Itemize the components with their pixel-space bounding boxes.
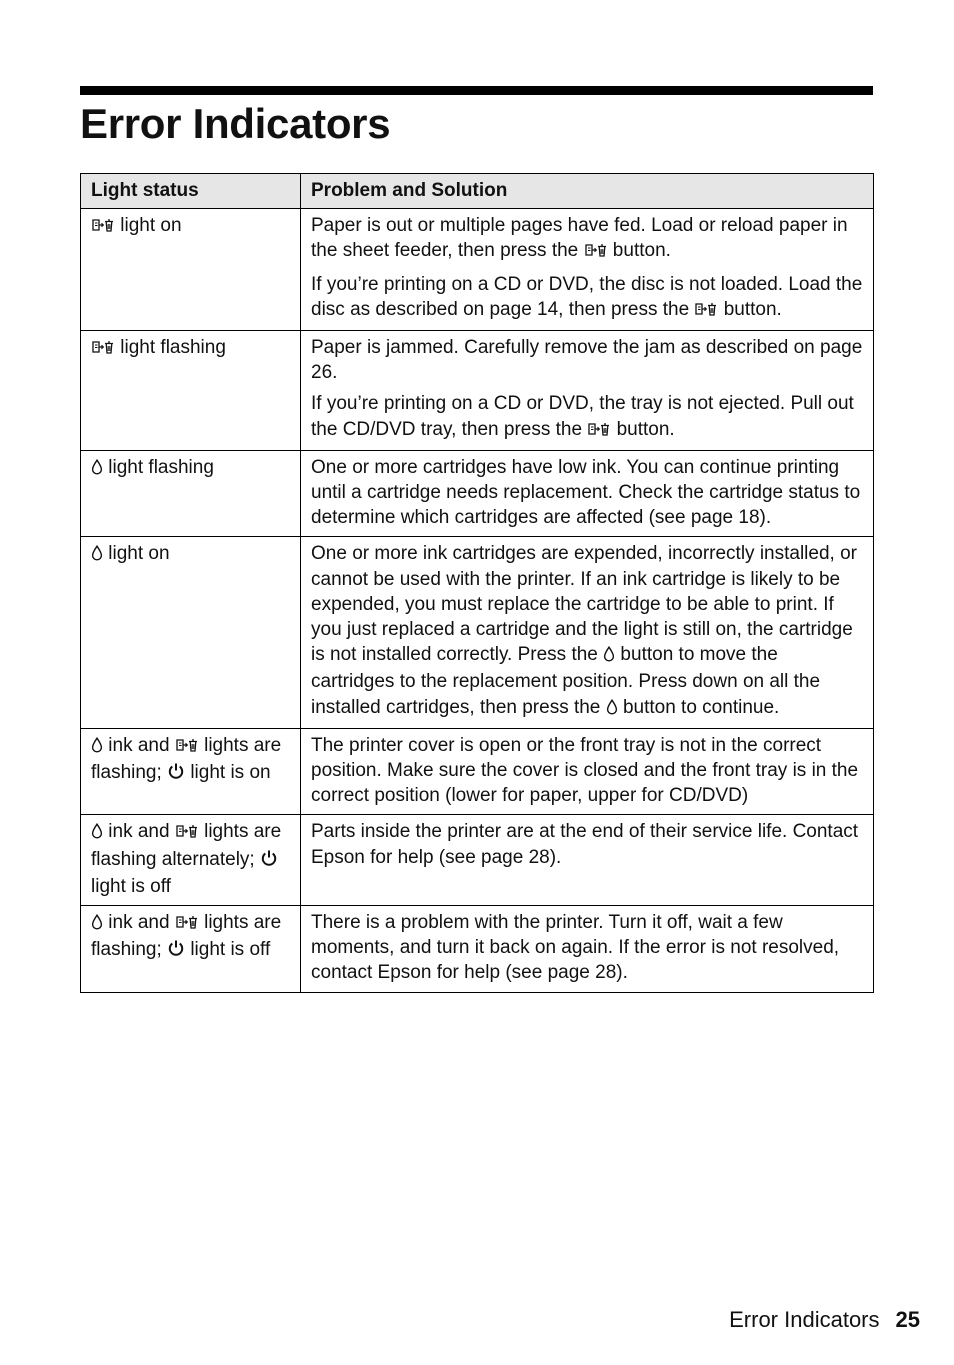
table-row — [81, 728, 874, 815]
text-segment: The printer cover is open or the front tray is not in the correct position. Make sure the cover is closed and the front tray is in the correct position (lower for paper, upper for CD/DVD) — [311, 734, 859, 807]
light-status-cell — [81, 537, 301, 728]
solution-paragraph — [311, 335, 863, 385]
text-segment: light is on — [185, 762, 271, 784]
solution-paragraph — [311, 819, 863, 869]
problem-solution-cell — [301, 331, 874, 451]
text-segment: light is off — [91, 875, 171, 897]
solution-paragraph — [311, 733, 863, 809]
text-segment: light on — [115, 215, 182, 237]
solution-paragraph — [311, 455, 863, 531]
problem-solution-cell — [301, 728, 874, 815]
problem-solution-cell — [301, 815, 874, 906]
ink-drop-icon — [91, 543, 103, 568]
text-segment: light is off — [185, 939, 271, 961]
text-segment: lights are flashing alternately; — [91, 821, 282, 870]
problem-solution-cell — [301, 537, 874, 728]
table-header-row — [81, 174, 874, 209]
text-segment: There is a problem with the printer. Turn it off, wait a few moments, and turn it back on again. If the error is not resolved, contact Epson for help (see page 28). — [311, 912, 840, 984]
text-segment: button to continue. — [617, 696, 780, 718]
paper-icon — [175, 821, 199, 846]
solution-paragraph — [311, 213, 863, 265]
problem-solution-cell — [301, 450, 874, 537]
text-segment: ink and — [103, 734, 175, 756]
paper-icon — [694, 299, 718, 324]
paper-icon — [584, 240, 608, 265]
table-row — [81, 331, 874, 451]
light-status-cell — [81, 728, 301, 815]
light-status-cell — [81, 209, 301, 331]
solution-paragraph — [311, 910, 863, 986]
power-icon — [167, 939, 185, 964]
text-segment: Parts inside the printer are at the end of their service life. Contact Epson for help (see page 28). — [311, 821, 859, 868]
table-row — [81, 450, 874, 537]
page-number: 25 — [895, 1307, 920, 1332]
problem-solution-cell — [301, 906, 874, 993]
ink-drop-icon — [603, 644, 615, 669]
text-segment: lights are flashing; — [91, 912, 282, 961]
page-title: Error Indicators — [80, 100, 391, 147]
text-segment: Paper is out or multiple pages have fed. Load or reload paper in the sheet feeder, then press the — [311, 215, 848, 262]
text-segment: lights are flashing; — [91, 734, 282, 784]
text-segment: button. — [607, 240, 671, 262]
ink-drop-icon — [91, 821, 103, 846]
paper-icon — [91, 337, 115, 362]
text-segment: button. — [611, 418, 675, 440]
ink-drop-icon — [606, 697, 618, 722]
text-segment: If you’re printing on a CD or DVD, the tray is not ejected. Pull out the CD/DVD tray, then press the — [311, 393, 854, 440]
power-icon — [167, 762, 185, 787]
footer-label: Error Indicators — [729, 1307, 880, 1332]
text-segment: button to move the cartridges to the replacement position. Press down on all the installed cartridges, then press the — [311, 644, 821, 718]
text-segment: If you’re printing on a CD or DVD, the disc is not loaded. Load the disc as described on page 14, then press the — [311, 273, 863, 320]
light-status-cell — [81, 331, 301, 451]
light-status-cell — [81, 906, 301, 993]
table-row — [81, 537, 874, 728]
ink-drop-icon — [91, 457, 103, 482]
text-segment: One or more ink cartridges are expended, incorrectly installed, or cannot be used with the printer. If an ink cartridge is likely to be expended, you must replace the cartridge to be able to print. If you just replaced a cartridge and the light is still on, the cartridge is not installed correctly. Press the — [311, 543, 857, 666]
text-segment: One or more cartridges have low ink. You can continue printing until a cartridge needs replacement. Check the cartridge status to determine which cartridges are affected (see page 18). — [311, 456, 861, 529]
light-status-cell — [81, 450, 301, 537]
solution-paragraph — [311, 272, 863, 324]
table-body — [81, 209, 874, 992]
paper-icon — [175, 912, 199, 937]
table-row — [81, 209, 874, 331]
text-segment: ink and — [103, 821, 175, 843]
header-light-status: Light status — [81, 174, 301, 209]
text-segment: Paper is jammed. Carefully remove the jam as described on page 26. — [311, 337, 863, 384]
text-segment: button. — [718, 298, 782, 320]
paper-icon — [91, 215, 115, 240]
ink-drop-icon — [91, 735, 103, 760]
light-status-cell — [81, 815, 301, 906]
text-segment: light flashing — [115, 337, 226, 359]
text-segment: ink and — [103, 912, 175, 934]
table-row — [81, 815, 874, 906]
solution-paragraph — [311, 541, 863, 721]
page-footer — [729, 1305, 920, 1335]
header-problem-solution: Problem and Solution — [301, 174, 874, 209]
text-segment: light flashing — [103, 456, 214, 478]
text-segment: light on — [103, 543, 170, 565]
power-icon — [260, 849, 278, 874]
solution-paragraph — [311, 391, 863, 443]
error-indicators-table — [80, 173, 874, 993]
problem-solution-cell — [301, 209, 874, 331]
ink-drop-icon — [91, 912, 103, 937]
title-rule — [80, 86, 873, 95]
paper-icon — [587, 419, 611, 444]
paper-icon — [175, 735, 199, 760]
table-row — [81, 906, 874, 993]
